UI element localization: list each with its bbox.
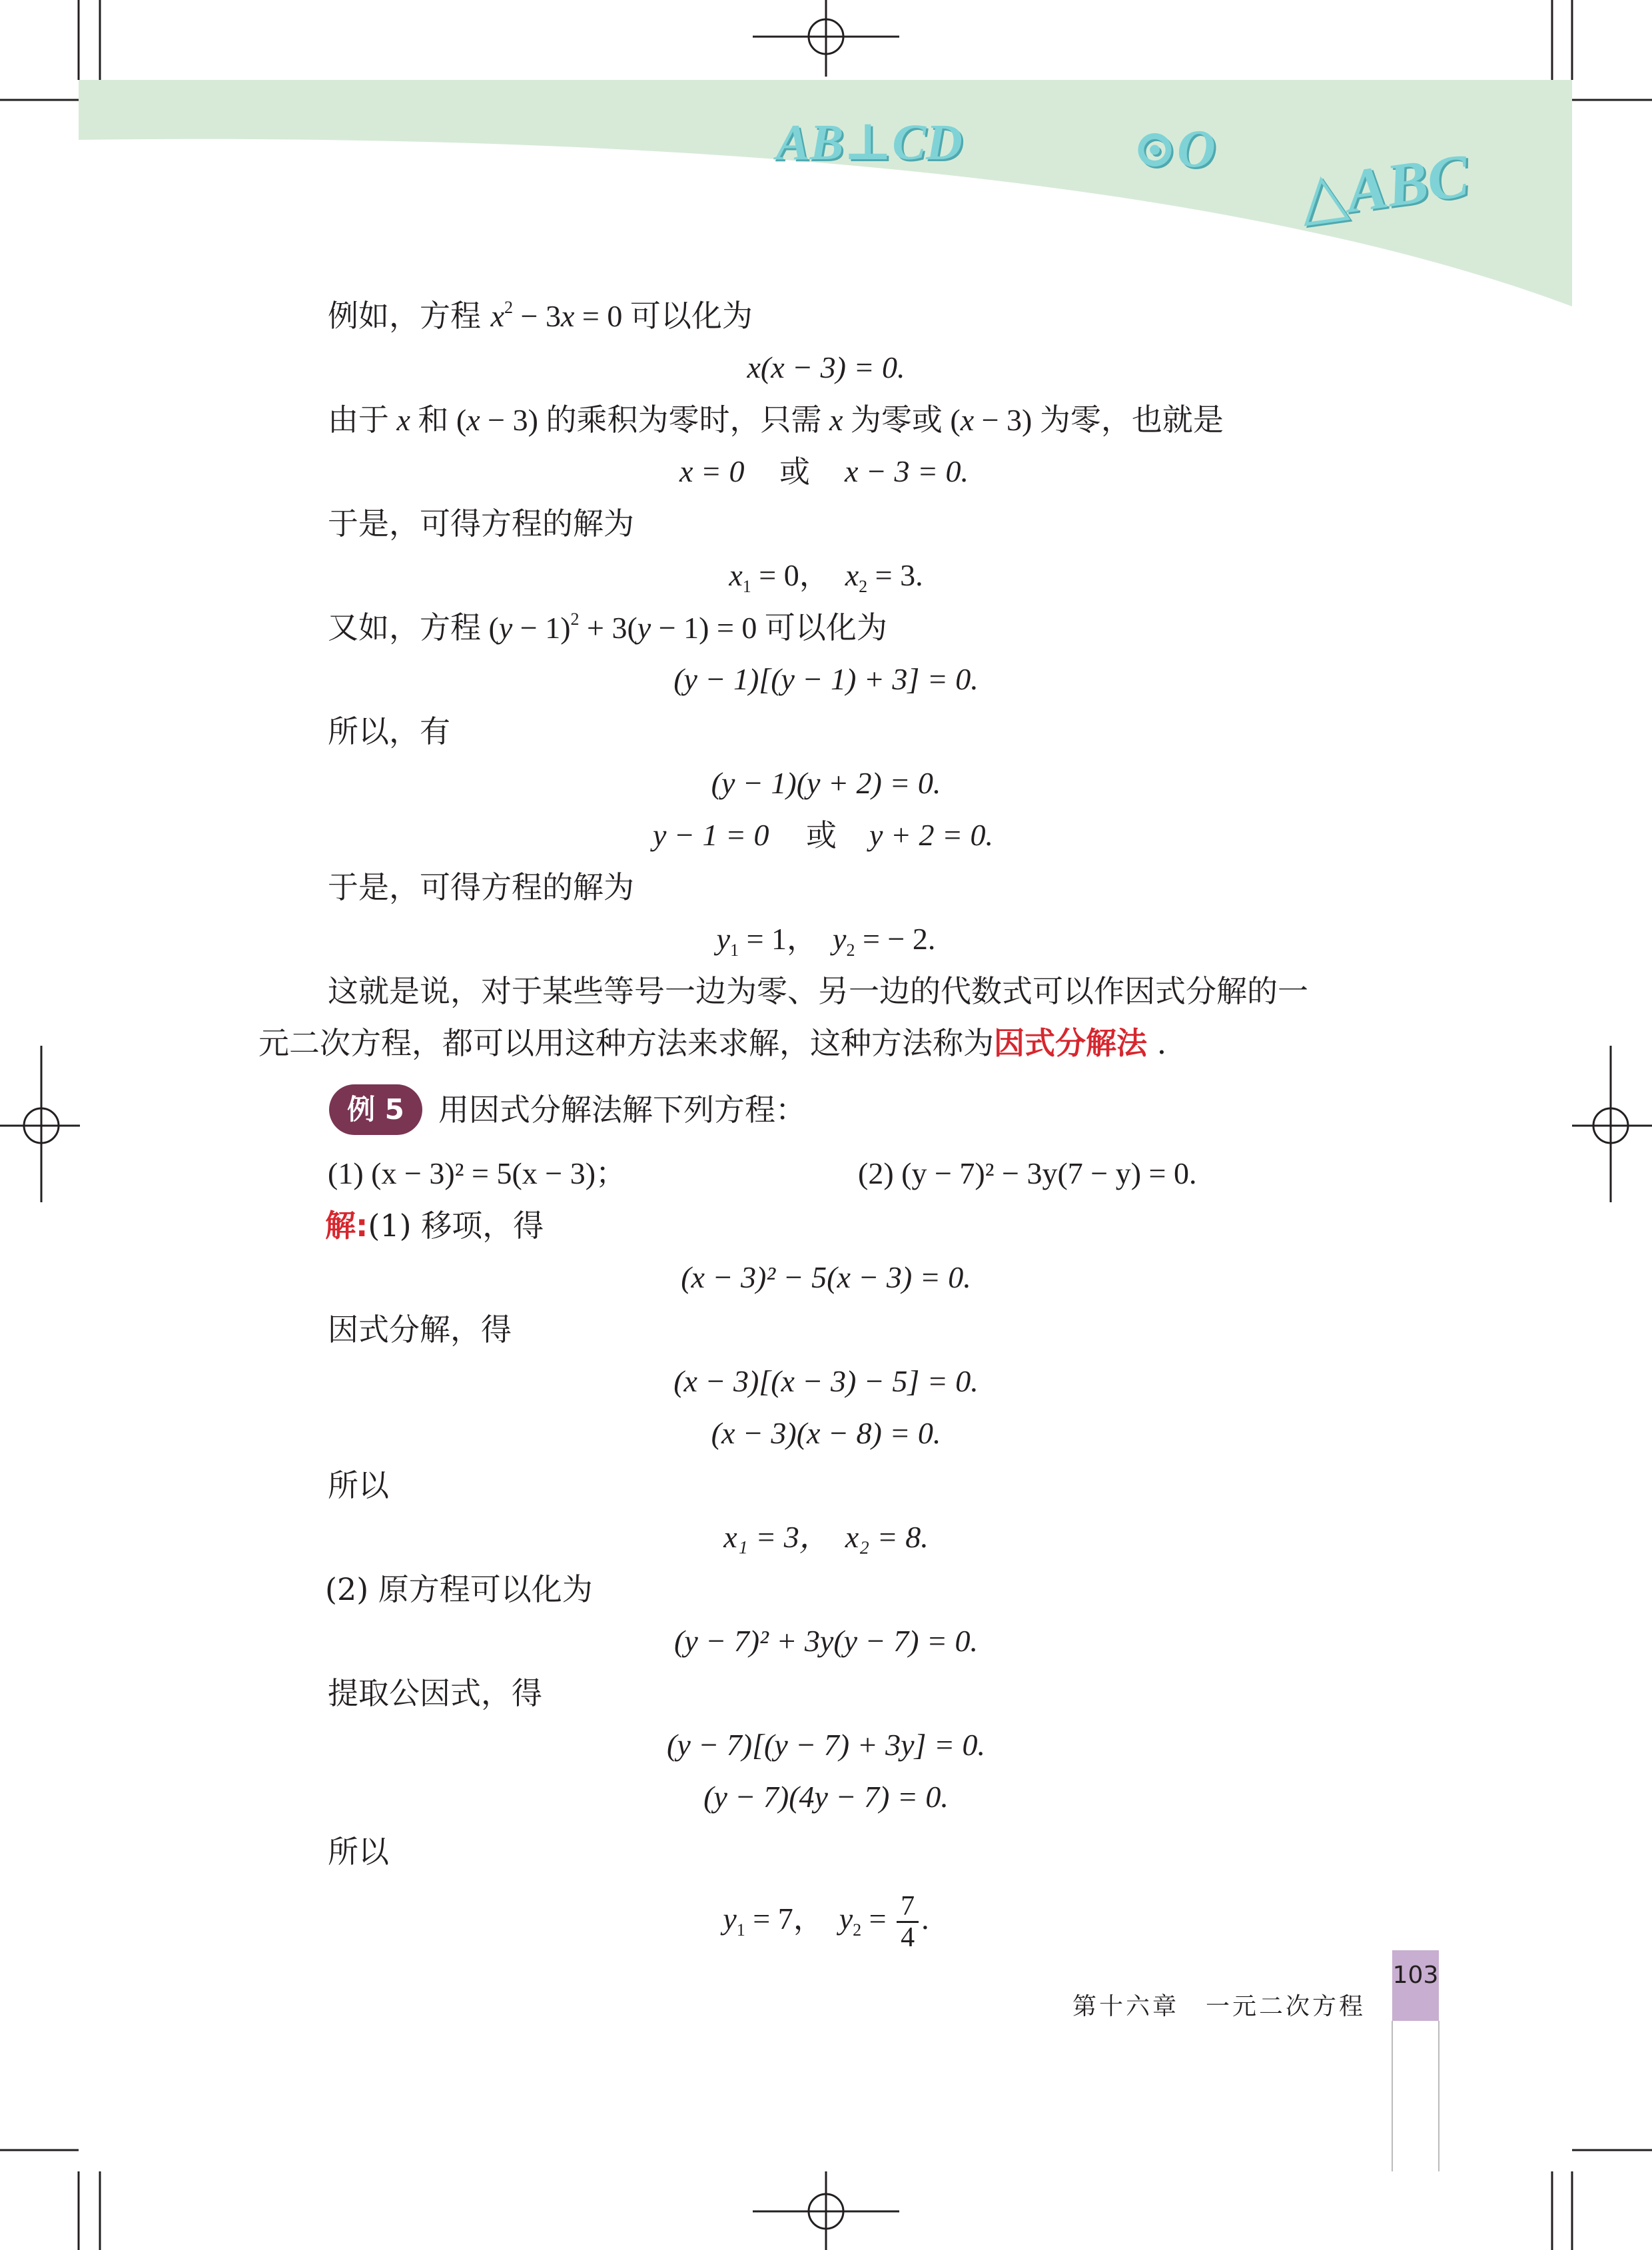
question-2: (2) (y − 7)² − 3y(7 − y) = 0. (858, 1156, 1197, 1190)
eq3-x1: x (729, 558, 743, 592)
fraction-7-4: $\frac{7}{4}$ (897, 1892, 919, 1952)
p4-a: 又如，方程 (328, 609, 481, 645)
solution-eq-7: (y − 7)(4y − 7) = 0. (703, 1780, 949, 1814)
term-factorization: 因式分解法 (994, 1025, 1147, 1061)
p8-a: 元二次方程，都可以用这种方法来求解，这种方法称为 (258, 1025, 994, 1061)
solution-eq-4: x₁ = 3， x₂ = 8. (723, 1520, 929, 1554)
paragraph-1: 例如，方程 $x^2 - 3x = 0$ 可以化为 (328, 298, 753, 334)
p8-end: . (1156, 1025, 1167, 1061)
solution-2-intro: (2) 原方程可以化为 (325, 1571, 593, 1607)
p4-b: 可以化为 (764, 609, 887, 645)
solution-eq-6: (y − 7)[(y − 7) + 3y] = 0. (667, 1728, 985, 1762)
paragraph-1-text: 例如，方程 (328, 298, 481, 334)
solution-eq-8: $y_1 = 7$， $y_2$ = $\frac{7}{4}$ . (723, 1891, 929, 1953)
solution-text-2: 所以 (328, 1467, 389, 1503)
equation-7: $y_1 = 1$， $y_2$ = − 2. (716, 922, 936, 960)
question-1: (1) (x − 3)² = 5(x − 3)； (328, 1156, 627, 1190)
header-deco-circle: ⊙O (1132, 120, 1216, 179)
solution-eq-5: (y − 7)² + 3y(y − 7) = 0. (674, 1624, 978, 1658)
solution-text-4: 所以 (328, 1834, 389, 1870)
equation-6a: y − 1 = 0 (653, 818, 769, 852)
equation-2-or: 或 (779, 454, 810, 490)
solution-label: 解: (325, 1208, 368, 1244)
solution-text-1: 因式分解，得 (328, 1312, 512, 1347)
equation-2a: x = 0 (679, 454, 745, 488)
eq3-x2: x (845, 558, 859, 592)
header-deco-triangle: △ABC (1295, 141, 1473, 232)
p2-b: 和 (418, 402, 449, 438)
equation-3: $x_1 = 0$， $x_2 = 3$. (729, 558, 923, 596)
paragraph-1-tail: 可以化为 (629, 298, 753, 334)
example-title: 用因式分解法解下列方程： (438, 1092, 806, 1128)
paragraph-7: 这就是说，对于某些等号一边为零、另一边的代数式可以作因式分解的一 (328, 973, 1308, 1009)
chapter-footer: 第十六章 一元二次方程 (1072, 1993, 1366, 2020)
equation-6b: y + 2 = 0. (869, 818, 993, 852)
equation-5: (y − 1)(y + 2) = 0. (711, 766, 941, 800)
solution-eq-1: (x − 3)² − 5(x − 3) = 0. (681, 1260, 971, 1294)
equation-4: (y − 1)[(y − 1) + 3] = 0. (673, 662, 979, 696)
solution-1-text: (1) 移项，得 (368, 1208, 544, 1244)
paragraph-4: 又如，方程 $(y - 1)^2 + 3(y - 1) = 0$ 可以化为 (328, 609, 887, 645)
equation-2b: x − 3 = 0. (845, 454, 969, 488)
paragraph-2: 由于 x 和 (x − 3) 的乘积为零时，只需 x 为零或 (x − 3) 为零，也就是 (328, 402, 1224, 438)
page-number: 103 (1392, 1950, 1439, 2021)
paragraph-5: 所以，有 (328, 713, 450, 749)
solution-text-3: 提取公因式，得 (328, 1675, 542, 1711)
paragraph-3: 于是，可得方程的解为 (328, 506, 634, 542)
header-deco-perpendicular: AB⊥CD (776, 115, 963, 171)
p2-c: 的乘积为零时，只需 (546, 402, 822, 438)
solution-1-intro (325, 1206, 544, 1246)
solution-eq-2: (x − 3)[(x − 3) − 5] = 0. (673, 1364, 979, 1398)
p2-a: 由于 (328, 402, 389, 438)
example-badge: 例 5 (329, 1084, 422, 1135)
p2-d: 为零或 (850, 402, 943, 438)
equation-1: x(x − 3) = 0. (747, 350, 905, 384)
solution-eq-3: (x − 3)(x − 8) = 0. (711, 1416, 941, 1450)
paragraph-8 (258, 1023, 1166, 1063)
paragraph-6: 于是，可得方程的解为 (328, 869, 634, 905)
p2-e: 为零，也就是 (1039, 402, 1224, 438)
equation-6-or: 或 (806, 817, 837, 853)
